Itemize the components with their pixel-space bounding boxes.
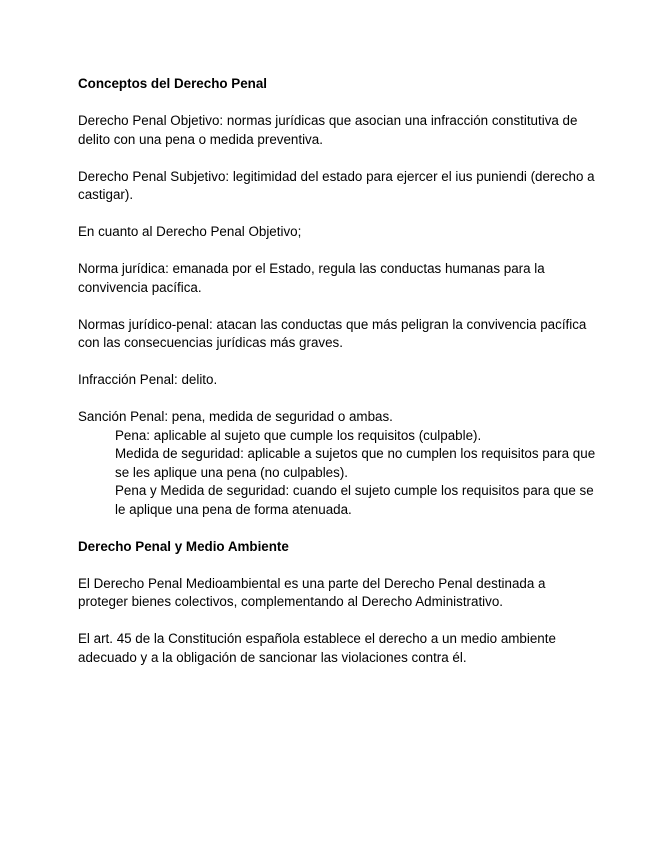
section-heading-conceptos: Conceptos del Derecho Penal xyxy=(78,76,268,91)
paragraph-infraccion-penal: Infracción Penal: delito. xyxy=(78,372,218,387)
document-page xyxy=(78,75,598,686)
sancion-item-pena-y-medida: Pena y Medida de seguridad: cuando el sujeto cumple los requisitos para que se le aplique una pena de forma atenuada. xyxy=(115,483,594,517)
sancion-subitems xyxy=(115,427,598,520)
paragraph-derecho-penal-objetivo: Derecho Penal Objetivo: normas jurídicas que asocian una infracción constitutiva de delito con una pena o medida preventiva. xyxy=(78,113,578,147)
paragraph-en-cuanto: En cuanto al Derecho Penal Objetivo; xyxy=(78,224,302,239)
section-heading-medio-ambiente: Derecho Penal y Medio Ambiente xyxy=(78,538,289,554)
paragraph-derecho-penal-subjetivo: Derecho Penal Subjetivo: legitimidad del estado para ejercer el ius puniendi (derecho a castigar). xyxy=(78,168,595,202)
sancion-item-pena: Pena: aplicable al sujeto que cumple los requisitos (culpable). xyxy=(115,427,482,443)
spacer xyxy=(78,519,598,538)
paragraph-norma-juridica: Norma jurídica: emanada por el Estado, regula las conductas humanas para la convivencia pacífica. xyxy=(78,261,545,295)
paragraph-normas-juridico-penal: Normas jurídico-penal: atacan las conductas que más peligran la convivencia pacífica con las consecuencias jurídicas más graves. xyxy=(78,316,587,350)
sancion-item-medida: Medida de seguridad: aplicable a sujetos que no cumplen los requisitos para que se les aplique una pena (no culpables). xyxy=(115,446,596,480)
paragraph-sancion-penal: Sanción Penal: pena, medida de seguridad o ambas. xyxy=(78,409,393,424)
paragraph-medioambiental: El Derecho Penal Medioambiental es una parte del Derecho Penal destinada a proteger bienes colectivos, complementando al Derecho Administrativo. xyxy=(78,575,546,609)
paragraph-art-45: El art. 45 de la Constitución española establece el derecho a un medio ambiente adecuado y a la obligación de sancionar las violaciones contra él. xyxy=(78,631,556,665)
